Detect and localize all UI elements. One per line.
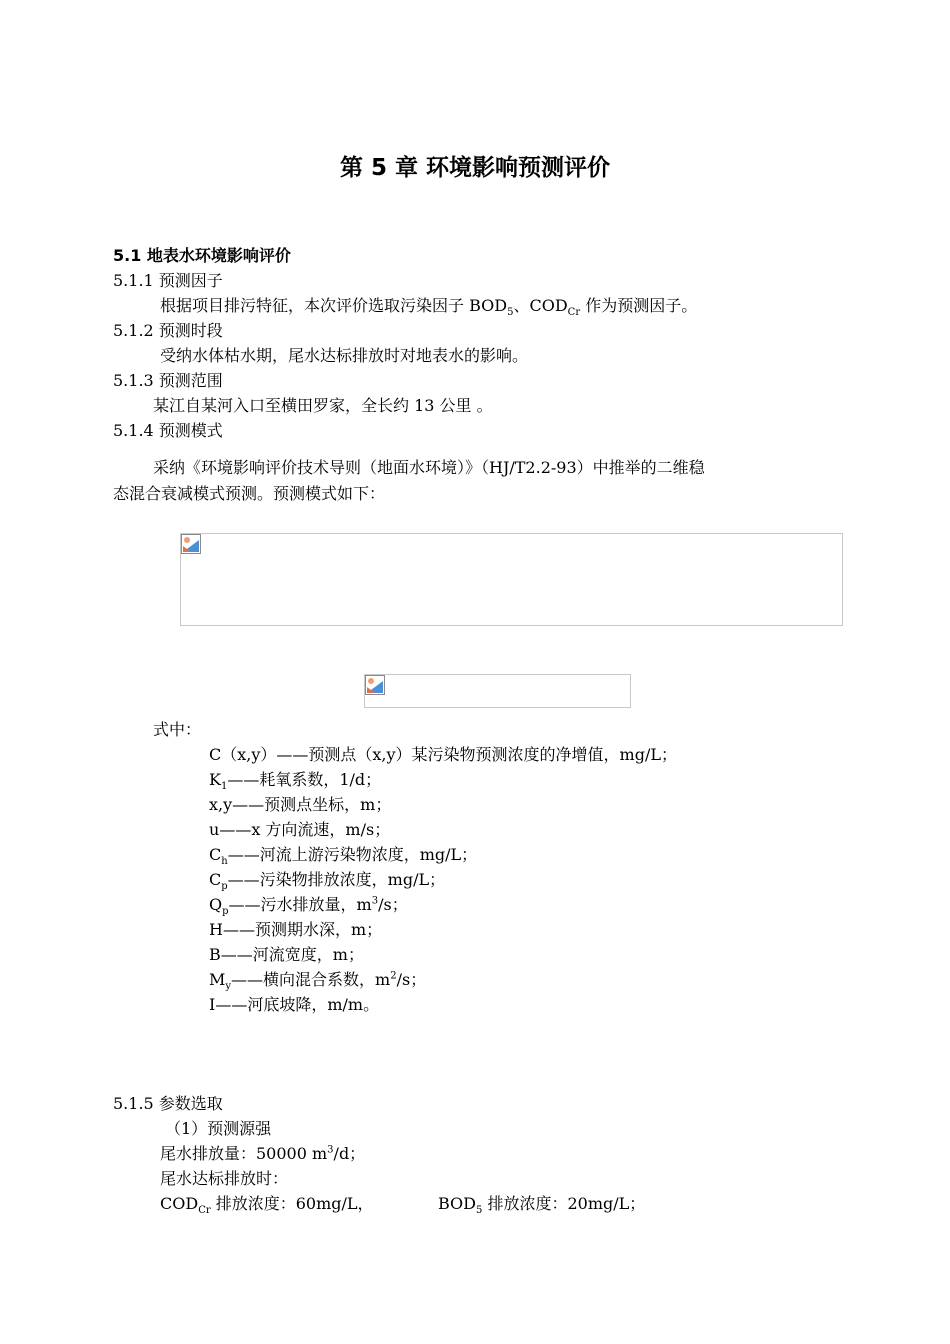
heading-5-1-3: 5.1.3 预测范围 xyxy=(113,371,223,390)
paragraph-cod-concentration: $COD_{Cr}$ 排放浓度：60mg/L， xyxy=(160,1194,374,1217)
broken-image-icon xyxy=(181,534,201,554)
section-title: 5.1 地表水环境影响评价 xyxy=(113,246,291,265)
paragraph-discharge-condition: 尾水达标排放时： xyxy=(160,1169,289,1188)
paragraph-bod-concentration: $BOD_5$ 排放浓度：20mg/L； xyxy=(438,1194,646,1217)
legend-item: $Q_p——$污水排放量，$m^3/s$； xyxy=(209,895,408,918)
heading-5-1-2: 5.1.2 预测时段 xyxy=(113,321,223,340)
formula-image-main xyxy=(180,533,843,626)
legend-item: H——预测期水深，m； xyxy=(209,920,383,939)
formula-image-secondary xyxy=(364,674,631,708)
legend-item: B——河流宽度，m； xyxy=(209,945,364,964)
paragraph-discharge-volume: 尾水排放量：50000 $m^3/d$； xyxy=(160,1144,366,1163)
heading-5-1-1: 5.1.1 预测因子 xyxy=(113,271,223,290)
legend-item: C（x,y）——预测点（x,y）某污染物预测浓度的净增值，mg/L； xyxy=(209,745,677,764)
paragraph-model-line2: 态混合衰减模式预测。预测模式如下： xyxy=(113,484,386,503)
legend-item: u——x 方向流速，m/s； xyxy=(209,820,391,839)
legend-item: $M_y——$横向混合系数，$m^2/s$； xyxy=(209,970,427,993)
broken-image-icon xyxy=(365,675,385,695)
chapter-title: 第 5 章 环境影响预测评价 xyxy=(339,155,611,181)
legend-item: x,y——预测点坐标，m； xyxy=(209,795,392,814)
paragraph-prediction-period: 受纳水体枯水期，尾水达标排放时对地表水的影响。 xyxy=(160,346,529,365)
subheading-source-strength: （1）预测源强 xyxy=(165,1119,272,1138)
legend-item: I——河底坡降，m/m。 xyxy=(209,995,380,1014)
legend-item: $C_p——$污染物排放浓度，mg/L； xyxy=(209,870,446,893)
legend-item: $C_h——$河流上游污染物浓度，mg/L； xyxy=(209,845,478,868)
paragraph-prediction-range: 某江自某河入口至横田罗家，全长约 13 公里 。 xyxy=(153,396,493,415)
paragraph-model-line1: 采纳《环境影响评价技术导则（地面水环境）》（HJ/T2.2-93）中推举的二维稳 xyxy=(153,458,705,477)
legend-intro: 式中： xyxy=(153,720,202,739)
paragraph-prediction-factors: 根据项目排污特征，本次评价选取污染因子 $BOD_5$、$COD_{Cr}$ 作为预测因子。 xyxy=(160,296,698,319)
heading-5-1-5: 5.1.5 参数选取 xyxy=(113,1094,223,1113)
heading-5-1-4: 5.1.4 预测模式 xyxy=(113,421,223,440)
legend-item: $K_1——$耗氧系数，1/d； xyxy=(209,770,382,793)
